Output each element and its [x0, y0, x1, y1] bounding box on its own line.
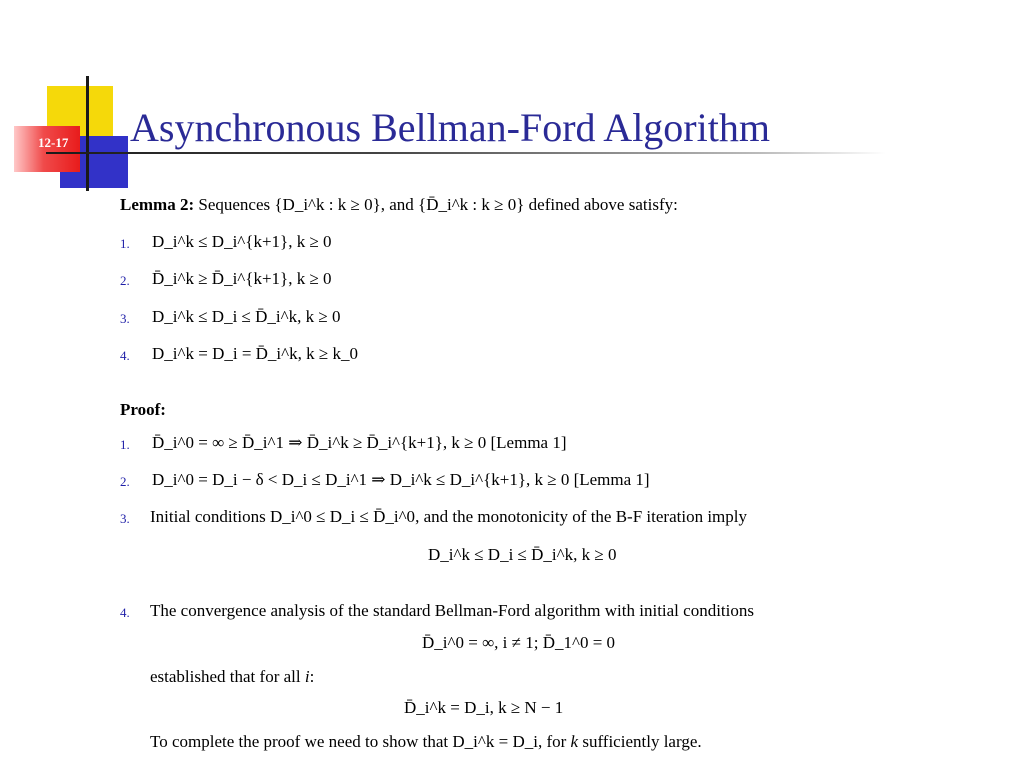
proof-item-number: 3.	[120, 511, 130, 526]
proof-item2	[152, 470, 650, 490]
proof-item4-result: D̄_i^k = D_i, k ≥ N − 1	[404, 698, 564, 717]
proof-item3-result: D_i^k ≤ D_i ≤ D̄_i^k, k ≥ 0	[428, 545, 617, 564]
lemma-text: Sequences	[198, 195, 271, 214]
lemma-item-number: 1.	[120, 236, 130, 251]
lemma-item-formula: D_i^k = D_i = D̄_i^k, k ≥ k_0	[152, 344, 358, 363]
title-underline	[46, 152, 886, 154]
lemma-item-formula: D_i^k ≤ D_i ≤ D̄_i^k, k ≥ 0	[152, 307, 341, 326]
proof-item4-colon: :	[309, 667, 315, 686]
proof-item-number: 2.	[120, 474, 130, 489]
lemma-statement	[120, 195, 678, 215]
proof-item4-cond: D_i^k = D_i	[452, 732, 538, 751]
proof-item-number: 4.	[120, 605, 130, 620]
proof-item2-ref: [Lemma 1]	[573, 470, 650, 489]
lemma-item-number: 2.	[120, 273, 130, 288]
proof-label-text: Proof:	[120, 400, 166, 419]
decor-vertical-line	[86, 76, 89, 191]
proof-item1-formula: D̄_i^0 = ∞ ≥ D̄_i^1 ⇒ D̄_i^k ≥ D̄_i^{k+1}, k ≥ 0	[152, 433, 487, 452]
proof-item4-text2: established that for all	[150, 667, 305, 686]
proof-item3-text: Initial conditions	[150, 507, 266, 526]
proof-item4-var-i: i	[304, 667, 310, 686]
proof-item4-text3: To complete the proof we need to show that	[150, 732, 449, 751]
proof-item3-cond: D_i^0 ≤ D_i ≤ D̄_i^0	[269, 507, 416, 526]
proof-item3	[150, 507, 747, 527]
proof-item2-formula: D_i^0 = D_i − δ < D_i ≤ D_i^1 ⇒ D_i^k ≤ D_i^{k+1}, k ≥ 0	[152, 470, 570, 489]
lemma-text-end: defined above satisfy:	[528, 195, 678, 214]
proof-item4-text4: , for	[537, 732, 567, 751]
proof-item4-established	[150, 667, 314, 687]
proof-item4-text5: sufficiently large.	[582, 732, 702, 751]
proof-item4-text: The convergence analysis of the standard Bellman-Ford algorithm with initial conditions	[150, 601, 754, 620]
proof-item-number: 1.	[120, 437, 130, 452]
lemma-item-number: 3.	[120, 311, 130, 326]
proof-item4-var-k: k	[570, 732, 579, 751]
lemma-set-lower: {D_i^k : k ≥ 0}	[274, 195, 381, 214]
proof-item1-ref: [Lemma 1]	[490, 433, 567, 452]
lemma-item-number: 4.	[120, 348, 130, 363]
lemma-item-formula: D_i^k ≤ D_i^{k+1}, k ≥ 0	[152, 232, 332, 251]
lemma-item-formula: D̄_i^k ≥ D̄_i^{k+1}, k ≥ 0	[152, 269, 332, 288]
lemma-set-upper: {D̄_i^k : k ≥ 0}	[418, 195, 525, 214]
page-number: 12-17	[38, 135, 69, 150]
lemma-label: Lemma 2:	[120, 195, 195, 214]
proof-item3-text-end: , and the monotonicity of the B-F iteration imply	[415, 507, 747, 526]
proof-label	[120, 400, 166, 420]
proof-item4-conclusion	[150, 732, 702, 752]
proof-item4-init: D̄_i^0 = ∞, i ≠ 1; D̄_1^0 = 0	[422, 633, 616, 652]
proof-item1	[152, 433, 567, 453]
lemma-text-and: , and	[380, 195, 414, 214]
page-title: Asynchronous Bellman-Ford Algorithm	[130, 105, 770, 150]
